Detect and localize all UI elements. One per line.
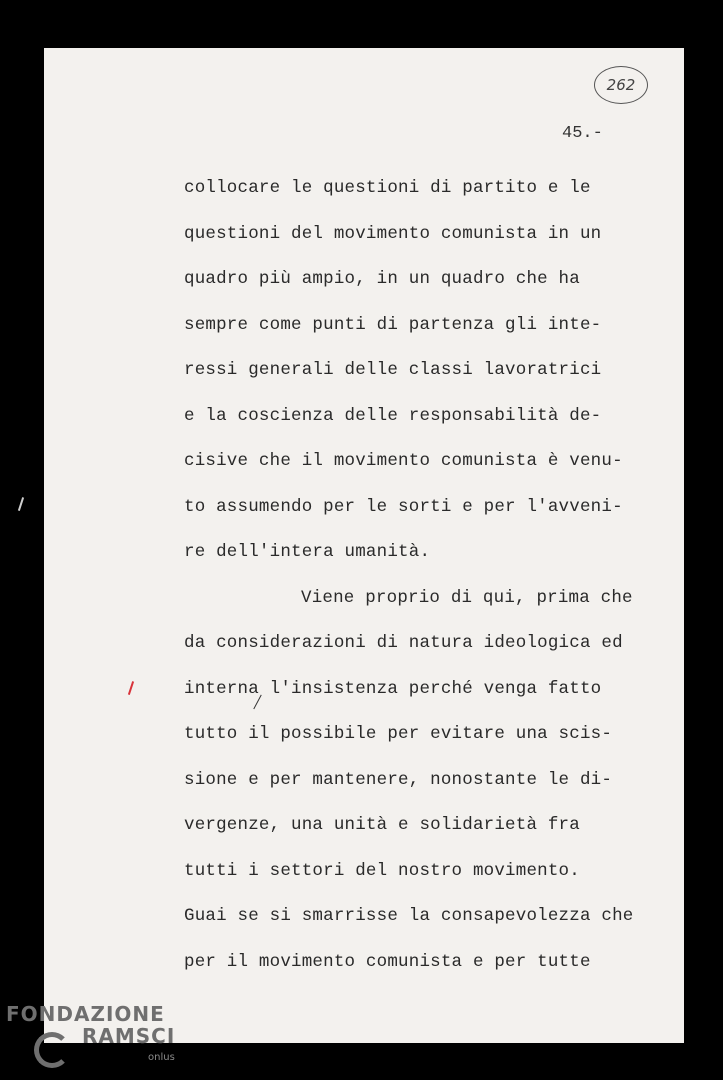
archive-number-stamp: 262 bbox=[594, 66, 648, 104]
text-line: Guai se si smarrisse la consapevolezza che bbox=[184, 906, 634, 926]
text-line: da considerazioni di natura ideologica ed bbox=[184, 633, 623, 653]
text-line: to assumendo per le sorti e per l'avveni- bbox=[184, 496, 623, 517]
text-line: sione e per mantenere, nonostante le di- bbox=[184, 769, 613, 790]
watermark-line1: FONDAZIONE bbox=[6, 1002, 165, 1026]
page-number: 45.- bbox=[562, 124, 603, 143]
text-line: cisive che il movimento comunista è venu- bbox=[184, 451, 623, 471]
text-line: ressi generali delle classi lavoratrici bbox=[184, 360, 602, 380]
text-line: vergenze, una unità e solidarietà fra bbox=[184, 815, 580, 835]
text-line: sempre come punti di partenza gli inte- bbox=[184, 314, 602, 335]
fondazione-gramsci-watermark bbox=[6, 1000, 186, 1080]
text-line: questioni del movimento comunista in un bbox=[184, 223, 602, 244]
typed-text-block bbox=[184, 172, 684, 991]
watermark-line2: RAMSCI bbox=[82, 1024, 176, 1048]
text-line: quadro più ampio, in un quadro che ha bbox=[184, 269, 580, 289]
margin-tick-mark bbox=[18, 497, 24, 511]
text-line: collocare le questioni di partito e le bbox=[184, 178, 591, 198]
text-line: interna l'insistenza perché venga fatto bbox=[184, 678, 602, 699]
text-line: Viene proprio di qui, prima che bbox=[301, 587, 633, 608]
text-line: e la coscienza delle responsabilità de- bbox=[184, 405, 602, 426]
watermark-sub: onlus bbox=[148, 1052, 175, 1063]
text-line: per il movimento comunista e per tutte bbox=[184, 951, 591, 972]
text-line: tutti i settori del nostro movimento. bbox=[184, 860, 580, 881]
text-line: tutto il possibile per evitare una scis- bbox=[184, 724, 613, 744]
text-line: re dell'intera umanità. bbox=[184, 542, 431, 562]
watermark-g-icon bbox=[34, 1032, 70, 1068]
